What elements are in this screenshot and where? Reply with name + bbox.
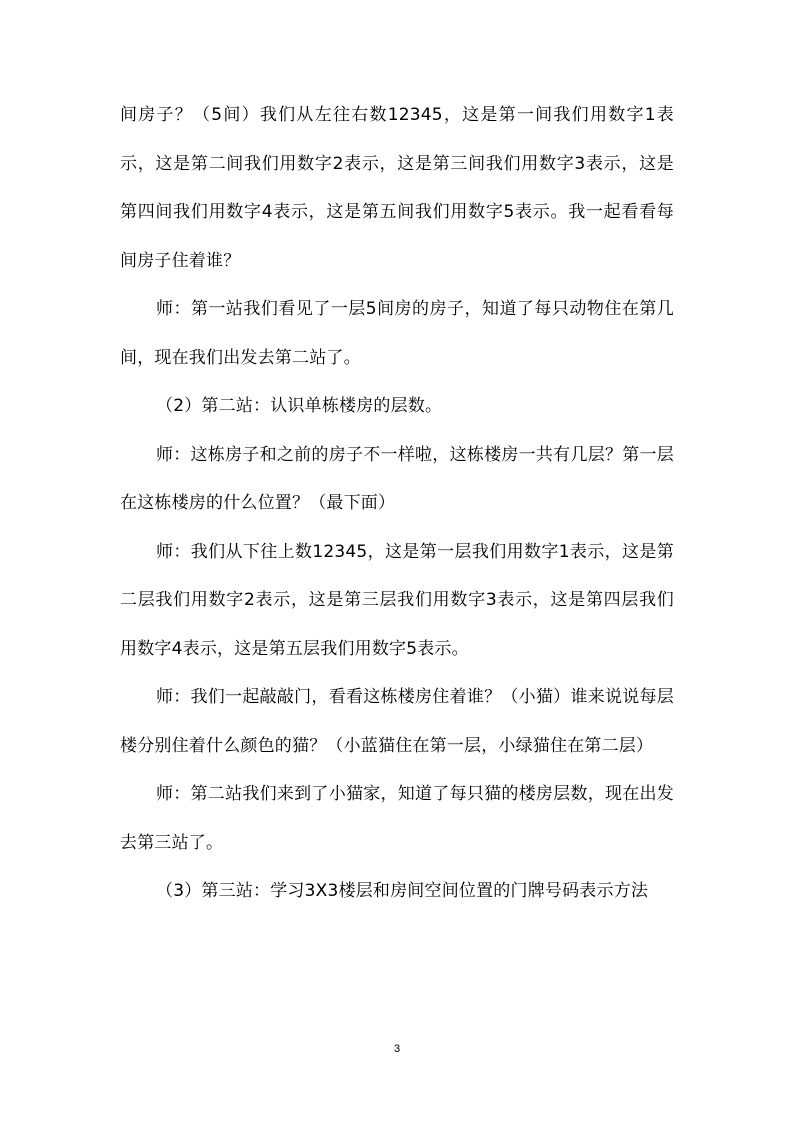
paragraph-3: （2）第二站：认识单栋楼房的层数。	[156, 396, 443, 416]
page-number: 3	[393, 1043, 401, 1055]
page-body	[120, 91, 674, 916]
paragraph-4: 师：这栋房子和之前的房子不一样啦，这栋楼房一共有几层？第一层在这栋楼房的什么位置？（最下面）	[120, 444, 674, 513]
paragraph-1: 间房子？（5间）我们从左往右数12345，这是第一间我们用数字1表示，这是第二间我们用数字2表示，这是第三间我们用数字3表示，这是第四间我们用数字4表示，这是第五间我们用数字5表示。我一起看看每间房子住着谁？	[120, 105, 674, 271]
paragraph-6: 师：我们一起敲敲门，看看这栋楼房住着谁？（小猫）谁来说说每层楼分别住着什么颜色的猫？（小蓝猫住在第一层，小绿猫住在第二层）	[120, 687, 674, 756]
paragraph-5: 师：我们从下往上数12345，这是第一层我们用数字1表示，这是第二层我们用数字2表示，这是第三层我们用数字3表示，这是第四层我们用数字4表示，这是第五层我们用数字5表示。	[120, 541, 674, 659]
paragraph-8: （3）第三站：学习3X3楼层和房间空间位置的门牌号码表示方法	[156, 881, 649, 901]
paragraph-7: 师：第二站我们来到了小猫家，知道了每只猫的楼房层数，现在出发去第三站了。	[120, 784, 674, 853]
paragraph-2: 师：第一站我们看见了一层5间房的房子，知道了每只动物住在第几间，现在我们出发去第二站了。	[120, 299, 674, 368]
